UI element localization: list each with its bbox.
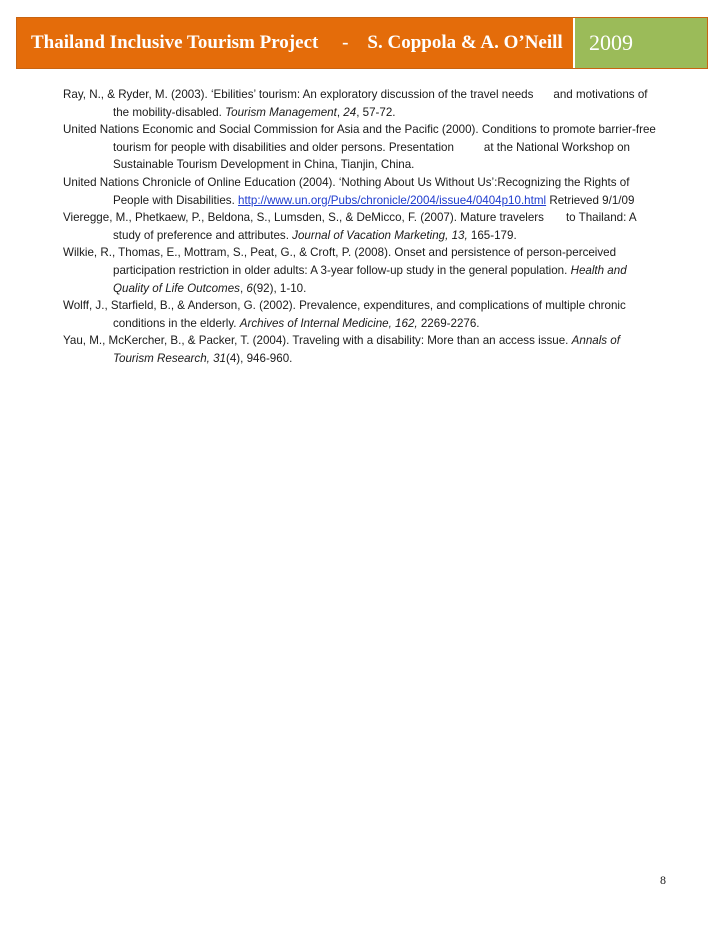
header-title: Thailand Inclusive Tourism Project - S. Coppola & A. O’Neill — [17, 18, 575, 68]
reference-list — [63, 86, 663, 368]
reference-entry: United Nations Chronicle of Online Education (2004). ‘Nothing About Us Without Us’:Recognizing the Rights of People with Disabilities. http://www.un.org/Pubs/chronicle/2004/issue4/0404p10.html Retrieved 9/1/09 — [63, 175, 635, 207]
page-number: 8 — [660, 873, 666, 887]
reference-entry: Ray, N., & Ryder, M. (2003). ‘Ebilities’ tourism: An exploratory discussion of the travel needs and motivations of the mobility-disabled. Tourism Management, 24, 57-72. — [63, 88, 648, 119]
reference-entry: Vieregge, M., Phetkaew, P., Beldona, S., Lumsden, S., & DeMicco, F. (2007). Mature travelers to Thailand: A study of preference and attributes. Journal of Vacation Marketing, 13, 165-179. — [63, 211, 637, 242]
reference-entry: Wolff, J., Starfield, B., & Anderson, G. (2002). Prevalence, expenditures, and complications of multiple chronic conditions in the elderly. Archives of Internal Medicine, 162, 2269-2276. — [63, 299, 626, 330]
header-year: 2009 — [575, 18, 707, 68]
reference-entry: United Nations Economic and Social Commission for Asia and the Pacific (2000). Conditions to promote barrier-free tourism for people with disabilities and older persons. Presentation at the National Workshop on Sustainable Tourism Development in China, Tianjin, China. — [63, 123, 656, 172]
page-header — [16, 17, 708, 69]
reference-entry: Yau, M., McKercher, B., & Packer, T. (2004). Traveling with a disability: More than an access issue. Annals of Tourism Research, 31(4), 946-960. — [63, 334, 620, 365]
reference-url-link[interactable]: http://www.un.org/Pubs/chronicle/2004/issue4/0404p10.html — [238, 193, 547, 207]
reference-entry: Wilkie, R., Thomas, E., Mottram, S., Peat, G., & Croft, P. (2008). Onset and persistence of person-perceived participation restriction in older adults: A 3-year follow-up study in the general population. Health and Quality of Life Outcomes, 6(92), 1-10. — [63, 246, 627, 295]
